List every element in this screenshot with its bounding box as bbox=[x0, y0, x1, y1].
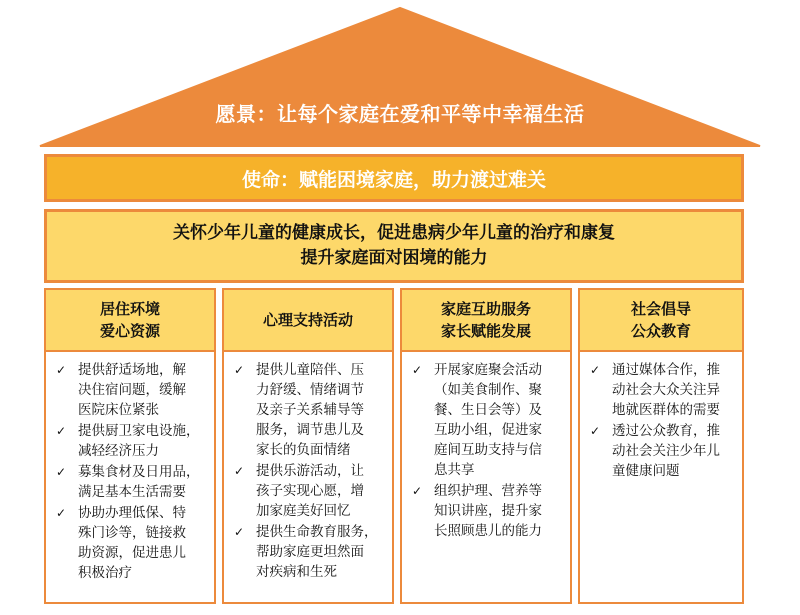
pillar-housing bbox=[44, 288, 216, 604]
goal-line-1: 关怀少年儿童的健康成长，促进患病少年儿童的治疗和康复 bbox=[173, 223, 615, 243]
list-item-text bbox=[256, 461, 364, 521]
list-item bbox=[588, 360, 734, 420]
list-item-line: 庭间互助支持与信 bbox=[434, 442, 542, 458]
list-item bbox=[54, 462, 206, 502]
list-item-line: 协助办理低保、特 bbox=[78, 505, 186, 521]
pillar-item-list bbox=[580, 352, 742, 481]
checkmark-icon: ✓ bbox=[234, 363, 245, 377]
pillar-social-advocacy bbox=[578, 288, 744, 604]
list-item-line: 决住宿问题，缓解 bbox=[78, 382, 186, 398]
goal-banner bbox=[44, 209, 744, 283]
checkmark-icon: ✓ bbox=[234, 525, 245, 539]
list-item-line: 减轻经济压力 bbox=[78, 443, 159, 459]
list-item-text bbox=[612, 421, 720, 481]
list-item-line: 息共享 bbox=[434, 462, 475, 478]
list-item-line: 组织护理、营养等 bbox=[434, 483, 542, 499]
checkmark-icon: ✓ bbox=[56, 424, 67, 438]
pillar-item-list bbox=[224, 352, 392, 582]
list-item bbox=[588, 421, 734, 481]
list-item-text bbox=[78, 421, 200, 461]
pillar-header bbox=[224, 290, 392, 352]
checkmark-icon: ✓ bbox=[56, 506, 67, 520]
pillar-title-line: 爱心资源 bbox=[99, 322, 160, 340]
list-item-text bbox=[78, 360, 186, 420]
list-item-text bbox=[78, 503, 186, 583]
list-item-text bbox=[434, 360, 542, 480]
list-item bbox=[232, 360, 384, 460]
list-item-line: 服务，调节患儿及 bbox=[256, 422, 364, 438]
list-item-line: 家长的负面情绪 bbox=[256, 442, 351, 458]
list-item-text bbox=[256, 360, 364, 460]
list-item-line: 积极治疗 bbox=[78, 565, 132, 581]
list-item bbox=[232, 461, 384, 521]
checkmark-icon: ✓ bbox=[412, 363, 423, 377]
pillar-title-line: 家庭互助服务 bbox=[440, 300, 531, 318]
list-item-line: 殊门诊等，链接救 bbox=[78, 525, 186, 541]
list-item-line: 助资源，促进患儿 bbox=[78, 545, 186, 561]
pillar-header bbox=[402, 290, 570, 352]
list-item-line: 医院床位紧张 bbox=[78, 402, 159, 418]
list-item-text bbox=[612, 360, 720, 420]
goal-line-2: 提升家庭面对困境的能力 bbox=[300, 248, 488, 268]
pillar-item-list bbox=[402, 352, 570, 541]
mission-banner bbox=[44, 154, 744, 202]
list-item-line: 童健康问题 bbox=[612, 463, 680, 479]
list-item-text bbox=[78, 462, 200, 502]
list-item-line: 开展家庭聚会活动 bbox=[434, 362, 542, 378]
list-item-line: 力舒缓、情绪调节 bbox=[256, 382, 364, 398]
list-item-line: 及亲子关系辅导等 bbox=[256, 402, 364, 418]
pillar-item-list bbox=[46, 352, 214, 583]
pillar-title-line: 社会倡导 bbox=[630, 300, 691, 318]
checkmark-icon: ✓ bbox=[590, 424, 601, 438]
checkmark-icon: ✓ bbox=[590, 363, 601, 377]
list-item bbox=[54, 360, 206, 420]
pillar-family-mutual-aid bbox=[400, 288, 572, 604]
checkmark-icon: ✓ bbox=[412, 484, 423, 498]
pillar-title-line: 居住环境 bbox=[99, 300, 160, 318]
pillar-header bbox=[46, 290, 214, 352]
list-item-line: 募集食材及日用品， bbox=[78, 464, 200, 480]
list-item bbox=[54, 503, 206, 583]
list-item-text bbox=[256, 522, 378, 582]
list-item-line: 对疾病和生死 bbox=[256, 564, 337, 580]
list-item-line: 餐、生日会等）及 bbox=[434, 402, 542, 418]
list-item-line: 提供乐游活动，让 bbox=[256, 463, 364, 479]
list-item bbox=[54, 421, 206, 461]
pillar-header bbox=[580, 290, 742, 352]
checkmark-icon: ✓ bbox=[234, 464, 245, 478]
list-item-line: 加家庭美好回忆 bbox=[256, 503, 351, 519]
list-item-line: 互助小组，促进家 bbox=[434, 422, 542, 438]
list-item-line: 动社会关注少年儿 bbox=[612, 443, 720, 459]
list-item-line: （如美食制作、聚 bbox=[434, 382, 542, 398]
list-item bbox=[232, 522, 384, 582]
pillar-title-line: 心理支持活动 bbox=[262, 311, 353, 329]
mission-text: 使命：赋能困境家庭，助力渡过难关 bbox=[241, 168, 546, 191]
list-item-line: 提供舒适场地，解 bbox=[78, 362, 186, 378]
roof-vision-banner bbox=[0, 0, 800, 150]
list-item-line: 动社会大众关注异 bbox=[612, 382, 720, 398]
list-item-line: 通过媒体合作，推 bbox=[612, 362, 720, 378]
list-item-line: 长照顾患儿的能力 bbox=[434, 523, 542, 539]
list-item-line: 提供厨卫家电设施， bbox=[78, 423, 200, 439]
list-item-line: 孩子实现心愿，增 bbox=[256, 483, 364, 499]
list-item-line: 提供儿童陪伴、压 bbox=[256, 362, 364, 378]
pillar-psychological-support bbox=[222, 288, 394, 604]
list-item-line: 满足基本生活需要 bbox=[78, 484, 186, 500]
checkmark-icon: ✓ bbox=[56, 363, 67, 377]
list-item-text bbox=[434, 481, 542, 541]
list-item-line: 帮助家庭更坦然面 bbox=[256, 544, 364, 560]
checkmark-icon: ✓ bbox=[56, 465, 67, 479]
list-item-line: 提供生命教育服务， bbox=[256, 524, 378, 540]
list-item-line: 知识讲座，提升家 bbox=[434, 503, 542, 519]
pillar-title-line: 公众教育 bbox=[630, 322, 691, 340]
vision-text: 愿景：让每个家庭在爱和平等中幸福生活 bbox=[215, 102, 585, 126]
pillar-title-line: 家长赋能发展 bbox=[440, 322, 531, 340]
list-item bbox=[410, 360, 562, 480]
list-item bbox=[410, 481, 562, 541]
list-item-line: 地就医群体的需要 bbox=[612, 402, 720, 418]
list-item-line: 透过公众教育，推 bbox=[612, 423, 720, 439]
